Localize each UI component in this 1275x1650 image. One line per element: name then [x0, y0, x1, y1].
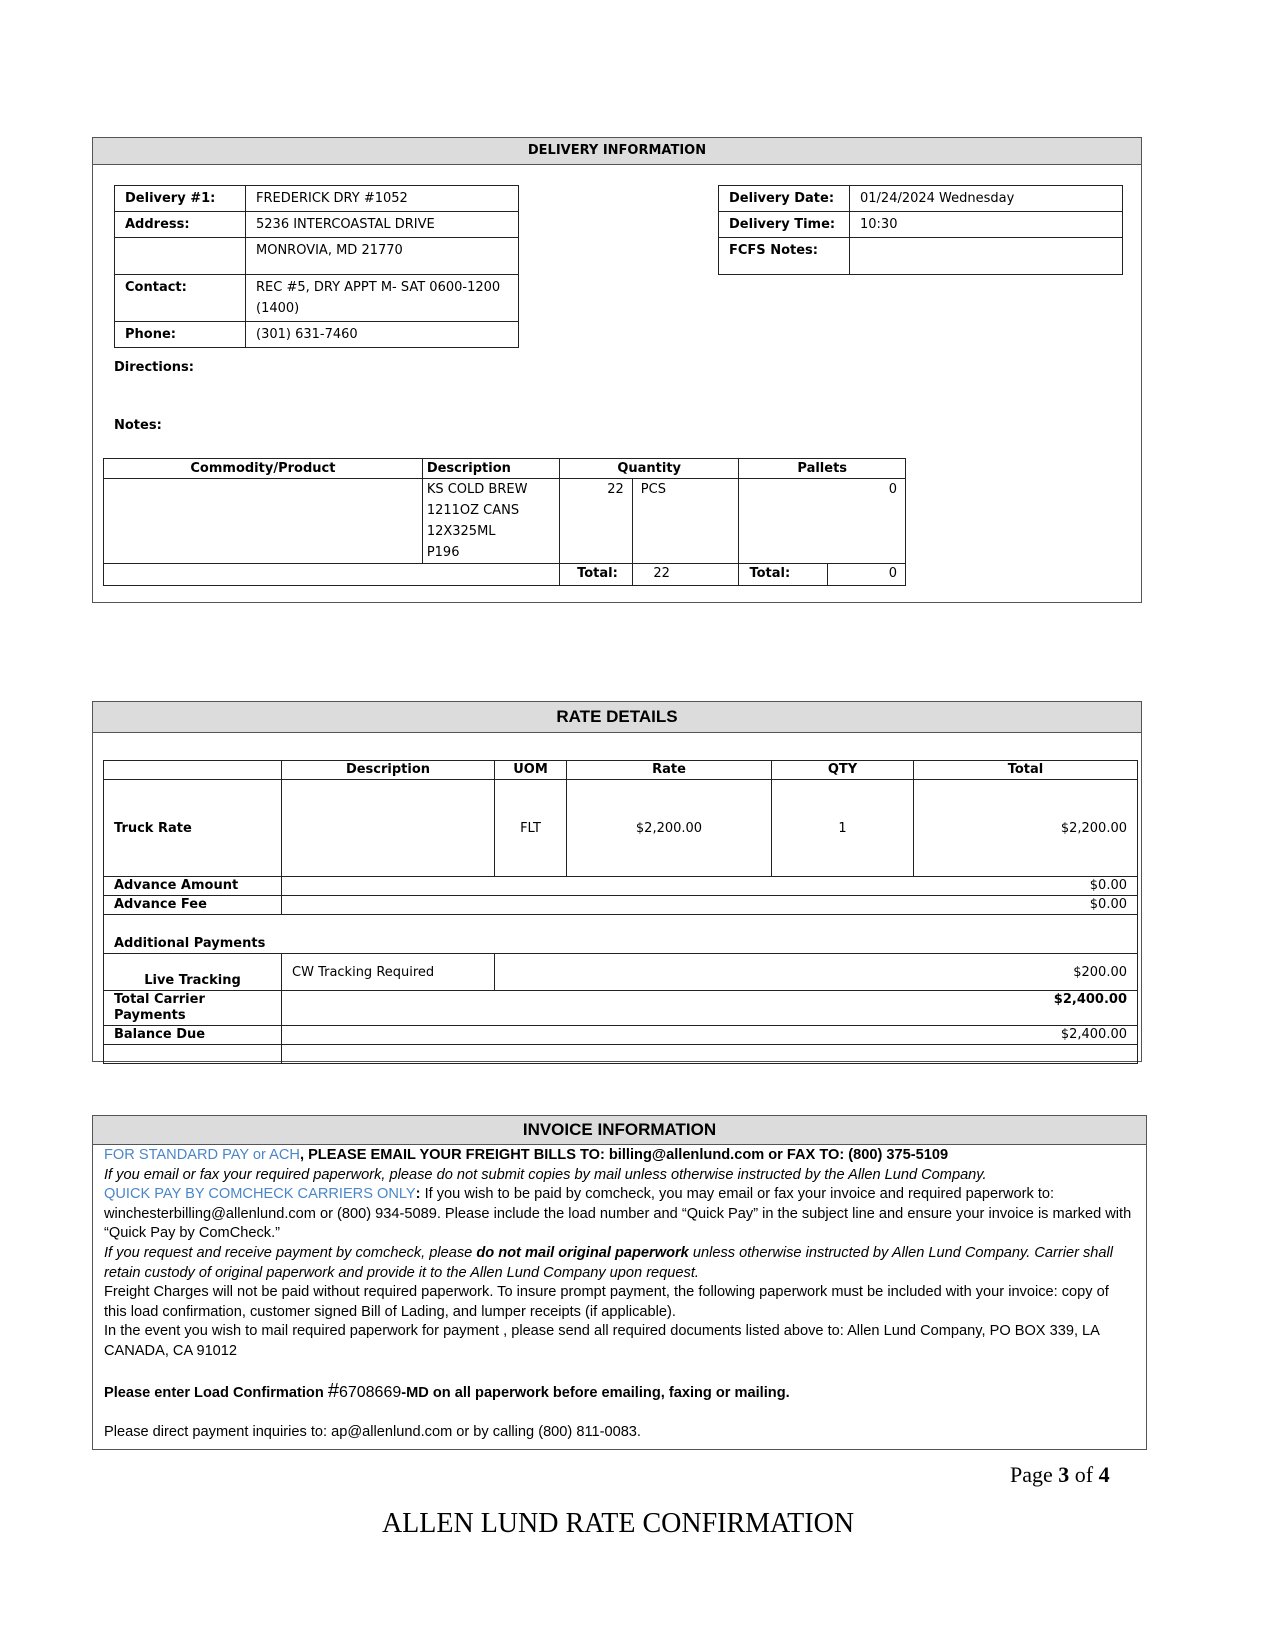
- balance-due-label: Balance Due: [104, 1026, 282, 1045]
- fcfs-notes-label: FCFS Notes:: [719, 238, 850, 275]
- quantity-total-label: Total:: [559, 564, 632, 586]
- truck-rate-qty: 1: [772, 780, 914, 877]
- live-tracking-description: CW Tracking Required: [282, 954, 495, 991]
- truck-rate-total: $2,200.00: [914, 780, 1138, 877]
- commodity-header-description: Description: [422, 459, 559, 479]
- mail-paperwork-paragraph: In the event you wish to mail required paperwork for payment , please send all required documents listed above to: Allen Lund Company, PO BOX 339, LA CANADA, CA 91012: [104, 1323, 1100, 1359]
- load-confirmation-number: 6708669: [338, 1383, 402, 1401]
- quick-pay-text: If you wish to be paid by comcheck, you may email or fax your invoice and required paperwork to: winchesterbilling@allenlund.com or (800) 934-5089. Please include the load number and “Quick Pay” in the subject line and ensure your invoice is marked with “Quick Pay by ComCheck.”: [104, 1186, 1132, 1242]
- payment-inquiries-line: Please direct payment inquiries to: ap@allenlund.com or by calling (800) 811-0083.: [104, 1424, 641, 1441]
- rate-header-description: Description: [282, 761, 495, 780]
- additional-payments-label: Additional Payments: [104, 915, 1138, 954]
- description-line: 1211OZ CANS: [426, 503, 520, 518]
- page-current: 3: [1058, 1462, 1070, 1487]
- commodity-description-cell: [422, 479, 559, 564]
- rate-table: [103, 760, 1138, 1064]
- delivery-section-title: DELIVERY INFORMATION: [93, 138, 1141, 165]
- page-prefix: Page: [1010, 1462, 1059, 1487]
- address-line1: 5236 INTERCOASTAL DRIVE: [246, 212, 519, 238]
- standard-pay-line: [104, 1146, 1134, 1166]
- contact-line1: REC #5, DRY APPT M- SAT 0600-1200: [256, 280, 501, 295]
- quantity-total-number: 22: [653, 566, 670, 581]
- quantity-total-value: [632, 564, 739, 586]
- advance-fee-label: Advance Fee: [104, 896, 282, 915]
- load-confirmation-b: -MD on all paperwork before emailing, faxing or mailing.: [401, 1384, 790, 1401]
- commodity-product-cell: [104, 479, 423, 564]
- advance-fee-value: $0.00: [282, 896, 1138, 915]
- commodity-unit: PCS: [632, 479, 739, 564]
- document-title: ALLEN LUND RATE CONFIRMATION: [381, 1508, 855, 1539]
- rate-header-total: Total: [914, 761, 1138, 780]
- delivery-number-label: Delivery #1:: [115, 186, 246, 212]
- standard-pay-heading: FOR STANDARD PAY or ACH: [104, 1147, 300, 1163]
- email-fax-note: [104, 1166, 1134, 1186]
- delivery-date-label: Delivery Date:: [719, 186, 850, 212]
- comcheck-note-a: If you request and receive payment by comcheck, please: [104, 1244, 477, 1261]
- address-line2: MONROVIA, MD 21770: [246, 238, 519, 275]
- delivery-time-value: 10:30: [850, 212, 1123, 238]
- description-line: KS COLD BREW: [426, 482, 528, 497]
- load-confirmation-a: Please enter Load Confirmation: [104, 1384, 328, 1401]
- pallets-total-value: 0: [827, 564, 905, 586]
- truck-rate-label: Truck Rate: [104, 780, 282, 877]
- notes-label: Notes:: [114, 418, 162, 433]
- commodity-total-blank: [104, 564, 560, 586]
- advance-amount-label: Advance Amount: [104, 877, 282, 896]
- address-empty-cell: [115, 238, 246, 275]
- rate-header-uom: UOM: [495, 761, 567, 780]
- invoice-title: INVOICE INFORMATION: [93, 1116, 1146, 1145]
- rate-empty-value: [282, 1045, 1138, 1064]
- comcheck-note-c: unless otherwise instructed by Allen Lund Company. Carrier shall retain custody of original paperwork and provide it to the Allen Lund Company upon request.: [104, 1244, 1114, 1281]
- contact-label: Contact:: [115, 275, 246, 322]
- quick-pay-colon: :: [415, 1186, 421, 1203]
- balance-due-value: $2,400.00: [282, 1026, 1138, 1045]
- rate-details-title: RATE DETAILS: [93, 702, 1141, 733]
- pallets-total-label: Total:: [739, 564, 827, 586]
- phone-value: (301) 631-7460: [246, 322, 519, 348]
- contact-value: [246, 275, 519, 322]
- delivery-number-value: FREDERICK DRY #1052: [246, 186, 519, 212]
- quick-pay-paragraph: [104, 1185, 1134, 1244]
- delivery-time-label: Delivery Time:: [719, 212, 850, 238]
- standard-pay-text: , PLEASE EMAIL YOUR FREIGHT BILLS TO: billing@allenlund.com or FAX TO: (800) 375-5109: [299, 1147, 949, 1163]
- truck-rate-uom: FLT: [495, 780, 567, 877]
- quick-pay-heading: QUICK PAY BY COMCHECK CARRIERS ONLY: [104, 1186, 416, 1203]
- phone-label: Phone:: [115, 322, 246, 348]
- commodity-header-quantity: Quantity: [559, 459, 739, 479]
- delivery-schedule-table: [718, 185, 1123, 275]
- rate-empty-label: [104, 1045, 282, 1064]
- page-number: [1010, 1462, 1110, 1488]
- load-confirmation-hash: #: [327, 1379, 339, 1402]
- comcheck-note: [104, 1244, 1134, 1283]
- delivery-date-value: 01/24/2024 Wednesday: [850, 186, 1123, 212]
- description-line: 12X325ML: [426, 524, 496, 539]
- truck-rate-rate: $2,200.00: [567, 780, 772, 877]
- total-carrier-value: $2,400.00: [282, 991, 1138, 1026]
- commodity-header-pallets: Pallets: [739, 459, 906, 479]
- page-of: of: [1069, 1462, 1099, 1487]
- live-tracking-label: Live Tracking: [104, 954, 282, 991]
- page-total: 4: [1098, 1462, 1110, 1487]
- contact-line2: (1400): [256, 301, 300, 316]
- freight-charges-paragraph: Freight Charges will not be paid without required paperwork. To insure prompt payment, the following paperwork must be included with your invoice: copy of this load confirmation, customer signed Bill of Lading, and lumper receipts (if applicable).: [104, 1284, 1109, 1320]
- commodity-header-product: Commodity/Product: [104, 459, 423, 479]
- commodity-pallets: 0: [739, 479, 906, 564]
- total-carrier-label: Total Carrier Payments: [104, 991, 282, 1026]
- description-line: P196: [426, 545, 460, 560]
- live-tracking-amount: $200.00: [495, 954, 1138, 991]
- delivery-address-table: [114, 185, 519, 348]
- advance-amount-value: $0.00: [282, 877, 1138, 896]
- commodity-table: [103, 458, 906, 586]
- rate-header-qty: QTY: [772, 761, 914, 780]
- invoice-body: [104, 1146, 1134, 1443]
- delivery-section: [92, 137, 1142, 603]
- commodity-quantity: 22: [559, 479, 632, 564]
- invoice-section: [92, 1115, 1147, 1450]
- rate-header-rate: Rate: [567, 761, 772, 780]
- load-confirmation-line: [104, 1379, 1134, 1404]
- truck-rate-description: [282, 780, 495, 877]
- fcfs-notes-value: [850, 238, 1123, 275]
- comcheck-note-bold: do not mail original paperwork: [476, 1244, 689, 1261]
- directions-label: Directions:: [114, 360, 194, 375]
- rate-details-section: [92, 701, 1142, 1062]
- email-fax-note-text: If you email or fax your required paperwork, please do not submit copies by mail unless otherwise instructed by the Allen Lund Company.: [104, 1166, 987, 1183]
- address-label: Address:: [115, 212, 246, 238]
- rate-header-blank: [104, 761, 282, 780]
